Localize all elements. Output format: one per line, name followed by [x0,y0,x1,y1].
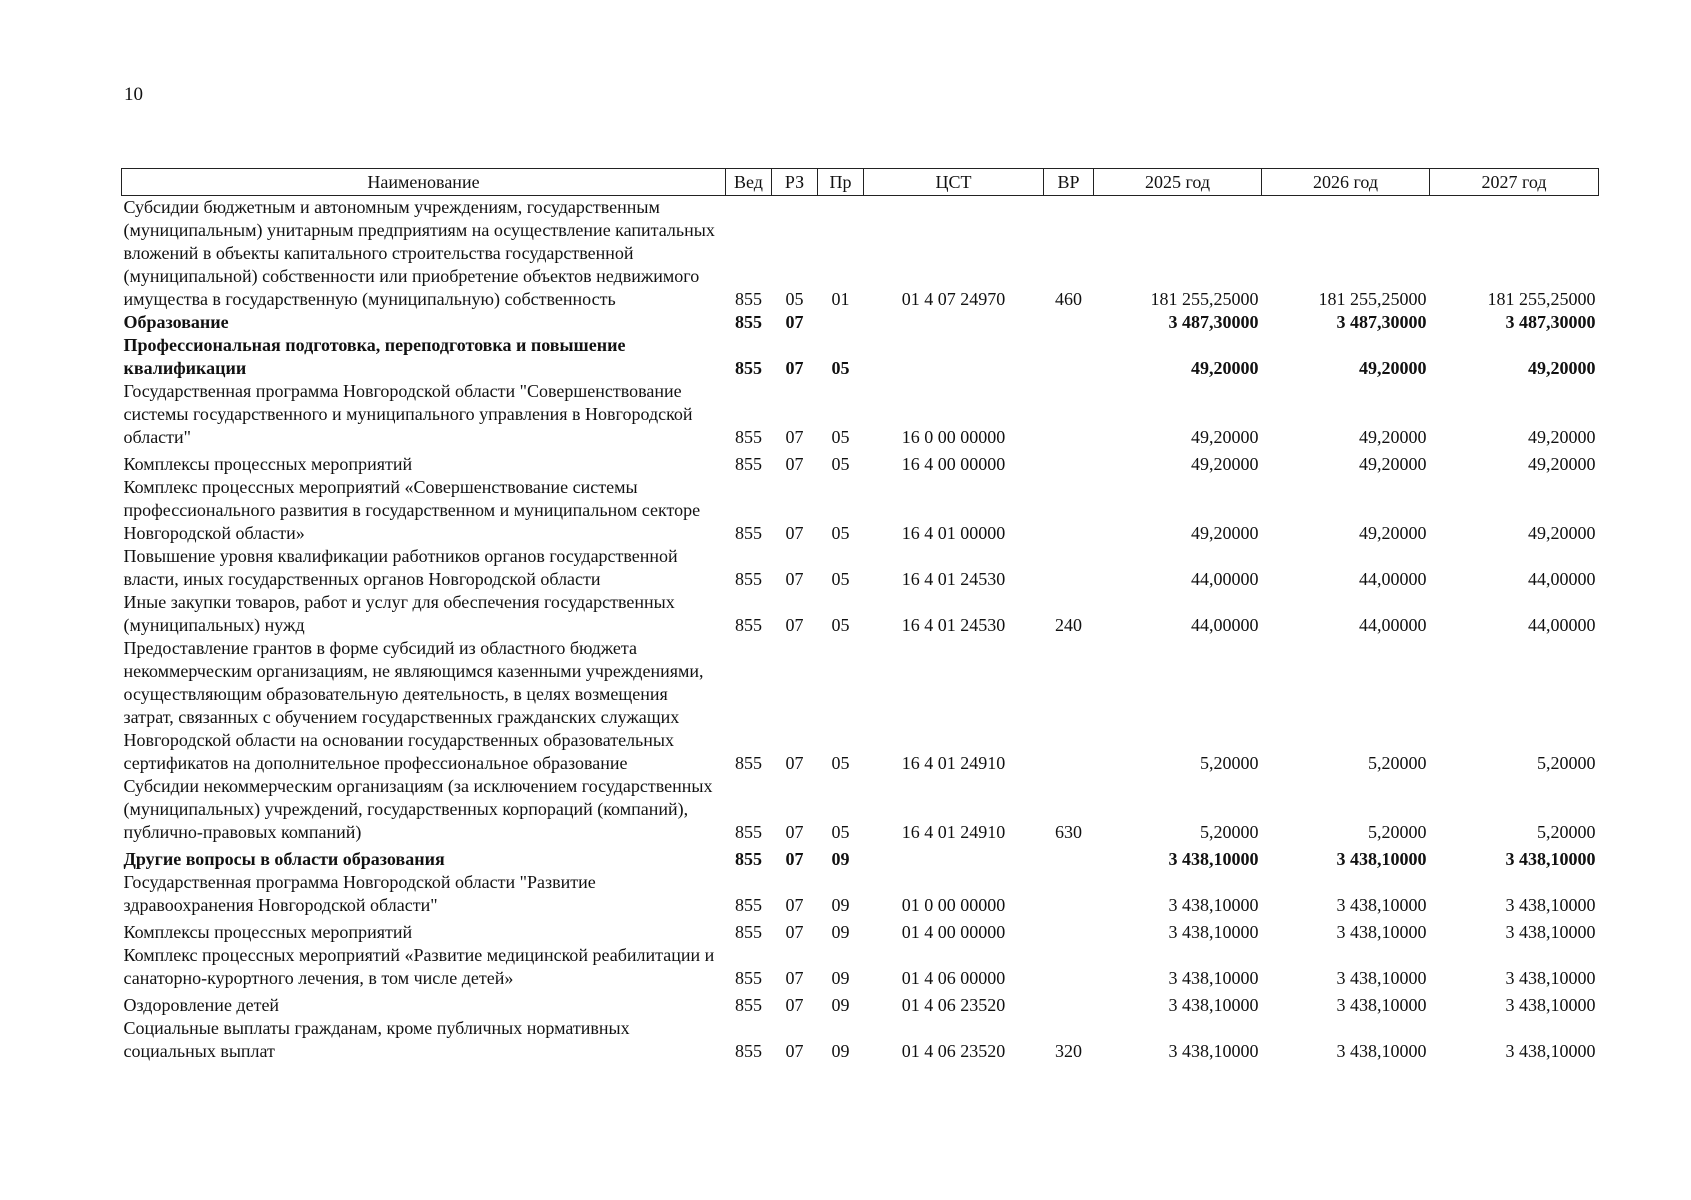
col-header-2025: 2025 год [1094,169,1262,196]
cell-vr [1044,990,1094,1017]
cell-2027: 3 487,30000 [1505,312,1596,332]
table-row [122,1017,1599,1063]
cell-vr [1044,944,1094,990]
cell-2025: 3 438,10000 [1168,849,1259,869]
cell-vr [1044,637,1094,775]
cell-cst: 01 4 00 00000 [901,922,1006,942]
cell-2027: 3 438,10000 [1505,922,1596,942]
table-row [122,196,1599,312]
col-header-2026: 2026 год [1262,169,1430,196]
cell-2027: 3 438,10000 [1505,968,1596,988]
cell-rz: 07 [785,569,804,589]
cell-ved: 855 [735,968,762,988]
cell-ved: 855 [735,1041,762,1061]
cell-2025: 3 487,30000 [1168,312,1259,332]
cell-rz: 07 [785,454,804,474]
cell-2027: 3 438,10000 [1505,895,1596,915]
cell-vr [1044,449,1094,476]
table-row [122,944,1599,990]
cell-name: Комплексы процессных мероприятий [123,454,413,474]
cell-cst: 16 4 01 24530 [901,615,1006,635]
cell-pr: 05 [831,615,850,635]
cell-2026: 49,20000 [1359,454,1427,474]
cell-name: Оздоровление детей [123,995,280,1015]
col-header-ved: Вед [726,169,772,196]
cell-pr: 05 [831,454,850,474]
cell-2025: 3 438,10000 [1168,895,1259,915]
cell-pr: 05 [831,358,850,378]
cell-vr [1044,844,1094,871]
cell-name: Социальные выплаты гражданам, кроме публичных нормативных социальных выплат [123,1018,630,1061]
col-header-vr: ВР [1044,169,1094,196]
cell-vr [1044,871,1094,917]
cell-rz: 07 [785,995,804,1015]
cell-rz: 07 [785,358,804,378]
col-header-name: Наименование [122,169,726,196]
cell-2027: 49,20000 [1528,358,1596,378]
cell-2025: 49,20000 [1191,427,1259,447]
cell-pr: 05 [831,753,850,773]
cell-2025: 3 438,10000 [1168,1041,1259,1061]
table-row [122,917,1599,944]
cell-name: Комплексы процессных мероприятий [123,922,413,942]
cell-name: Предоставление грантов в форме субсидий из областного бюджета некоммерческим организациям, не являющимся казенными учреждениями, осуществляющим образовательную деятельность, в целях возмещения затрат, связанных с обучением государственных гражданских служащих Новгородской области на основании государственных образовательных сертификатов на дополнительное профессиональное образование [123,638,704,773]
cell-cst: 16 4 01 24910 [901,753,1006,773]
cell-vr: 630 [1055,822,1082,842]
cell-cst: 16 4 01 24910 [901,822,1006,842]
table-row [122,591,1599,637]
cell-2026: 5,20000 [1368,753,1427,773]
cell-ved: 855 [735,312,762,332]
table-row [122,334,1599,380]
cell-name: Субсидии некоммерческим организациям (за исключением государственных (муниципальных) учреждений, государственных корпораций (компаний), публично-правовых компаний) [123,776,713,842]
cell-vr [1044,917,1094,944]
cell-ved: 855 [735,523,762,543]
cell-ved: 855 [735,849,762,869]
cell-2026: 3 438,10000 [1336,995,1427,1015]
table-body [122,196,1599,1064]
cell-2026: 5,20000 [1368,822,1427,842]
cell-2026: 3 438,10000 [1336,922,1427,942]
cell-2026: 3 438,10000 [1336,968,1427,988]
cell-vr: 320 [1055,1041,1082,1061]
cell-name: Государственная программа Новгородской области "Совершенствование системы государственного и муниципального управления в Новгородской области" [123,381,693,447]
cell-ved: 855 [735,895,762,915]
cell-rz: 07 [785,753,804,773]
cell-pr: 09 [831,995,850,1015]
cell-cst [864,311,1044,334]
cell-pr: 05 [831,569,850,589]
cell-rz: 07 [785,849,804,869]
cell-cst: 01 4 06 23520 [901,995,1006,1015]
cell-ved: 855 [735,454,762,474]
cell-2026: 181 255,25000 [1318,289,1427,309]
cell-pr: 09 [831,922,850,942]
cell-pr: 09 [831,968,850,988]
cell-2026: 44,00000 [1359,569,1427,589]
cell-2027: 3 438,10000 [1505,1041,1596,1061]
cell-vr: 240 [1055,615,1082,635]
cell-cst [864,334,1044,380]
cell-2027: 5,20000 [1537,753,1596,773]
cell-2027: 44,00000 [1528,615,1596,635]
cell-ved: 855 [735,995,762,1015]
cell-vr [1044,476,1094,545]
cell-vr: 460 [1055,289,1082,309]
cell-ved: 855 [735,822,762,842]
cell-pr: 01 [831,289,850,309]
table-row [122,476,1599,545]
cell-name: Комплекс процессных мероприятий «Развитие медицинской реабилитации и санаторно-курортного лечения, в том числе детей» [123,945,715,988]
cell-2027: 181 255,25000 [1487,289,1596,309]
table-row [122,380,1599,449]
table-row [122,311,1599,334]
col-header-cst: ЦСТ [864,169,1044,196]
col-header-2027: 2027 год [1430,169,1599,196]
cell-cst: 16 4 01 24530 [901,569,1006,589]
cell-rz: 07 [785,822,804,842]
cell-pr [818,311,864,334]
cell-2025: 49,20000 [1191,523,1259,543]
cell-name: Иные закупки товаров, работ и услуг для обеспечения государственных (муниципальных) нужд [123,592,675,635]
cell-cst: 16 4 00 00000 [901,454,1006,474]
cell-name: Комплекс процессных мероприятий «Совершенствование системы профессионального развития в государственном и муниципальном секторе Новгородской области» [123,477,701,543]
cell-ved: 855 [735,753,762,773]
cell-rz: 07 [785,1041,804,1061]
cell-2026: 3 438,10000 [1336,1041,1427,1061]
cell-rz: 05 [785,289,804,309]
table-row [122,844,1599,871]
cell-rz: 07 [785,895,804,915]
cell-vr [1044,545,1094,591]
cell-2025: 49,20000 [1191,358,1259,378]
cell-pr: 09 [831,849,850,869]
table-row [122,990,1599,1017]
cell-2027: 49,20000 [1528,454,1596,474]
table-row [122,545,1599,591]
cell-2027: 3 438,10000 [1505,849,1596,869]
cell-2027: 3 438,10000 [1505,995,1596,1015]
cell-2025: 44,00000 [1191,615,1259,635]
cell-rz: 07 [785,922,804,942]
cell-vr [1044,380,1094,449]
col-header-pr: Пр [818,169,864,196]
cell-name: Образование [123,312,229,332]
cell-name: Государственная программа Новгородской области "Развитие здравоохранения Новгородской области" [123,872,596,915]
cell-2027: 49,20000 [1528,427,1596,447]
cell-2025: 44,00000 [1191,569,1259,589]
cell-ved: 855 [735,427,762,447]
page-number: 10 [124,84,143,105]
cell-vr [1044,334,1094,380]
cell-rz: 07 [785,427,804,447]
col-header-rz: РЗ [772,169,818,196]
cell-cst: 01 4 06 23520 [901,1041,1006,1061]
table-row [122,775,1599,844]
cell-rz: 07 [785,615,804,635]
cell-2026: 49,20000 [1359,358,1427,378]
cell-2026: 3 438,10000 [1336,849,1427,869]
cell-2026: 3 438,10000 [1336,895,1427,915]
cell-pr: 05 [831,523,850,543]
cell-2026: 44,00000 [1359,615,1427,635]
cell-rz: 07 [785,523,804,543]
cell-2025: 5,20000 [1200,753,1259,773]
table-row [122,449,1599,476]
cell-2025: 3 438,10000 [1168,922,1259,942]
cell-cst [864,844,1044,871]
cell-2026: 3 487,30000 [1336,312,1427,332]
cell-pr: 05 [831,822,850,842]
cell-2025: 3 438,10000 [1168,968,1259,988]
cell-2026: 49,20000 [1359,523,1427,543]
cell-cst: 16 0 00 00000 [901,427,1006,447]
cell-2027: 49,20000 [1528,523,1596,543]
cell-cst: 01 4 06 00000 [901,968,1006,988]
cell-cst: 16 4 01 00000 [901,523,1006,543]
cell-vr [1044,311,1094,334]
header-row [122,169,1599,196]
cell-2026: 49,20000 [1359,427,1427,447]
cell-2027: 44,00000 [1528,569,1596,589]
cell-pr: 09 [831,1041,850,1061]
cell-2025: 181 255,25000 [1150,289,1259,309]
cell-pr: 09 [831,895,850,915]
cell-2025: 5,20000 [1200,822,1259,842]
table-row [122,871,1599,917]
cell-cst: 01 4 07 24970 [901,289,1006,309]
cell-ved: 855 [735,922,762,942]
cell-ved: 855 [735,358,762,378]
cell-rz: 07 [785,968,804,988]
cell-2025: 49,20000 [1191,454,1259,474]
cell-name: Повышение уровня квалификации работников органов государственной власти, иных государственных органов Новгородской области [123,546,678,589]
cell-rz: 07 [785,312,804,332]
cell-pr: 05 [831,427,850,447]
cell-name: Другие вопросы в области образования [123,849,445,869]
budget-table [121,168,1599,1063]
cell-ved: 855 [735,615,762,635]
cell-cst: 01 0 00 00000 [901,895,1006,915]
table-row [122,637,1599,775]
cell-2027: 5,20000 [1537,822,1596,842]
cell-name: Профессиональная подготовка, переподготовка и повышение квалификации [123,335,626,378]
cell-name: Субсидии бюджетным и автономным учреждениям, государственным (муниципальным) унитарным предприятиям на осуществление капитальных вложений в объекты капитального строительства государственной (муниципальной) собственности или приобретение объектов недвижимого имущества в государственную (муниципальную) собственность [123,197,715,309]
cell-ved: 855 [735,289,762,309]
cell-ved: 855 [735,569,762,589]
cell-2025: 3 438,10000 [1168,995,1259,1015]
